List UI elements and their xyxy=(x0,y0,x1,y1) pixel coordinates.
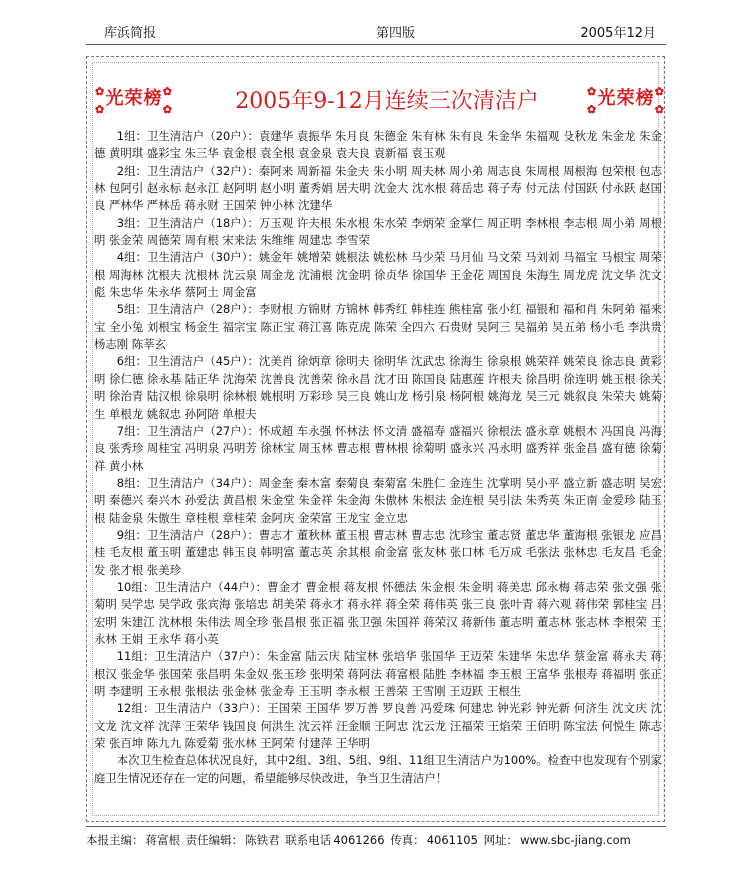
duty-editor-label: 责任编辑： xyxy=(185,833,244,847)
fax-number: 4061105 xyxy=(426,833,478,847)
group-paragraph: 11组：卫生清洁户（37户）：朱金富 陆云庆 陆宝林 张培华 张国华 王迈荣 朱建华 朱忠华 蔡金富 蒋永夫 蒋根汉 张金华 张国荣 张昌明 朱金奴 张玉珍 张明荣 蒋阿法 蒋富根 陆胜 李林福 李玉根 王富华 张根寿 蒋福明 张正明 李建明 王永根 张根法 张金林 张金寿 王玉明 李永根 王善荣 王雪刚 王迈跃 王根生 xyxy=(94,649,662,698)
website-label: 网址： xyxy=(483,833,519,847)
ornament-icon: ✿ xyxy=(654,103,665,116)
page-footer xyxy=(86,832,666,850)
page-number: 第四版 xyxy=(376,26,416,41)
duty-editor-name: 陈铁君 xyxy=(245,833,280,847)
ornament-icon: ✿ xyxy=(587,103,598,116)
group-paragraph: 12组：卫生清洁户（33户）：王国荣 王国华 罗万善 罗良善 冯爱珠 何建忠 钟光彩 钟光新 何济生 沈文庆 沈文龙 沈文祥 沈萍 王荣华 钱国良 何洪生 沈云祥 汪金顺 王阿忠 沈云龙 汪福荣 王焰荣 王佰明 陈宝法 何悦生 陈志荣 张百坤 陈九九 陈爱菊 张水林 王阿荣 付建萍 王华明 xyxy=(94,701,662,751)
ornament-icon: ✿ xyxy=(587,85,598,98)
group-paragraph: 1组：卫生清洁户（20户）：袁建华 袁振华 朱月良 朱德金 朱有林 朱有良 朱金华 朱福观 殳秋龙 朱金龙 朱金德 黄明琪 盛彩宝 朱三华 袁金根 袁全根 袁金泉 袁夫良 袁新福 袁玉观 xyxy=(94,129,662,161)
summary-paragraph: 本次卫生检查总体状况良好，其中2组、3组、5组、9组、11组卫生清洁户为100%。检查中也发现有个别家庭卫生情况还存在一定的问题，希望能够尽快改进，争当卫生清洁户！ xyxy=(94,753,662,785)
footer-rule xyxy=(86,826,666,827)
group-paragraph: 8组：卫生清洁户（34户）：周金奎 秦木富 秦菊良 秦菊富 朱胜仁 金连生 沈掌明 吴小平 盛立新 盛志明 吴宏明 秦德兴 秦兴木 孙爱法 黄昌根 朱金堂 朱金祥 朱金海 朱傲林 朱根法 金连根 吴引法 朱秀英 朱正南 金爱珍 陆玉根 陆金泉 朱傲生 章桂根 章桂荣 金阿庆 金荣富 王龙宝 金立忠 xyxy=(94,475,662,525)
ornament-icon: ✿ xyxy=(162,103,173,116)
group-paragraph: 3组：卫生清洁户（18户）：万玉观 许夫根 朱水根 朱水荣 李炳荣 金掌仁 周正明 李林根 李志根 周小弟 周根明 张金荣 周德荣 周有根 宋来法 朱维维 周建忠 李雪荣 xyxy=(94,215,662,248)
article-body xyxy=(94,128,662,787)
honor-badge-text: 光荣榜 xyxy=(105,88,163,109)
ornament-icon: ✿ xyxy=(162,85,173,98)
page-title: 2005年9-12月连续三次清洁户 xyxy=(235,89,539,114)
group-paragraph: 10组：卫生清洁户（44户）：曹金才 曹金根 蒋友根 怀德法 朱金根 朱金明 蒋美忠 邱永梅 蒋志荣 张文强 张菊明 吴学忠 吴学政 张宾海 张培忠 胡美荣 蒋永才 蒋永祥 蒋全荣 蒋伟英 张三良 张叶青 蒋六观 蒋伟荣 郭桂宝 吕宏明 朱建江 沈林根 朱伟法 周全珍 张昌根 张正福 张卫强 朱国祥 蒋荣汉 蒋新伟 董志明 董志林 张志林 李根荣 王永林 王娟 王永华 蒋小英 xyxy=(94,579,662,646)
editor-name: 蒋富根 xyxy=(145,833,180,847)
fax-label: 传真： xyxy=(390,833,425,847)
newspaper-name: 库浜简报 xyxy=(104,26,157,41)
page-header xyxy=(86,16,666,44)
issue-date: 2005年12月 xyxy=(580,26,656,41)
website-link[interactable]: www.sbc-jiang.com xyxy=(520,833,631,847)
phone-number: 4061266 xyxy=(333,833,385,847)
honor-banner xyxy=(95,76,669,120)
group-paragraph: 7组：卫生清洁户（27户）：怀成超 车永强 怀林法 怀文清 盛福寿 盛福兴 徐根法 盛永章 姚根木 冯国良 冯海良 张秀珍 周桂宝 冯明泉 冯明芳 徐林宝 周玉林 曹志根 曹林根 徐菊明 盛永兴 冯永明 盛秀祥 张金昌 盛有德 徐菊祥 黄小林 xyxy=(94,423,662,473)
honor-badge-left xyxy=(95,82,173,116)
ornament-icon: ✿ xyxy=(654,85,665,98)
ornament-icon: ✿ xyxy=(95,85,106,98)
group-paragraph: 2组：卫生清洁户（32户）：秦阿来 周新福 朱金夫 朱小明 周夫林 周小弟 周志良 朱周根 周根海 包荣根 包志林 包阿引 赵永标 赵永江 赵阿明 赵小明 董秀娟 居夫明 沈金大 沈水根 蒋岳忠 蒋子寿 付元法 付国跃 付永跃 赵国良 严林华 严林岳 蒋永财 王国荣 钟小林 沈建华 xyxy=(94,163,662,213)
honor-badge-text: 光荣榜 xyxy=(597,88,655,109)
group-paragraph: 5组：卫生清洁户（28户）：李财根 方锦财 方锦林 韩秀红 韩桂连 熊桂富 张小红 福银和 福和肖 朱阿弟 福来宝 全小兔 刘根宝 杨金生 福宗宝 陈正宝 蒋江喜 陈克虎 陈荣 全四六 石贵财 吴阿三 吴福弟 吴五弟 杨小毛 李洪贵 杨志刚 陈莘玄 xyxy=(94,302,662,352)
group-paragraph: 6组：卫生清洁户（45户）：沈美肖 徐炳章 徐明夫 徐明华 沈武忠 徐海生 徐泉根 姚荣祥 姚荣良 徐志良 黄彩明 徐仁德 徐永基 陆正华 沈海荣 沈善良 沈善荣 徐永昌 沈才田 陈国良 陆惠莲 许根夫 徐昌明 徐连明 姚玉根 徐关明 徐治青 陆汉根 徐泉明 徐林根 姚根明 万彩珍 吴三良 姚山龙 杨引泉 杨阿根 姚海龙 吴三元 姚叙良 朱荣夫 姚菊生 单根龙 姚叙忠 孙阿陪 单根夫 xyxy=(94,354,662,421)
phone-label: 联系电话 xyxy=(285,833,332,847)
editor-label: 本报主编： xyxy=(86,833,144,847)
group-paragraph: 4组：卫生清洁户（30户）：姚金年 姚增荣 姚根法 姚松林 马少荣 马月仙 马文荣 马刘刘 马福宝 马根宝 周荣根 周海林 沈根夫 沈根林 沈云泉 周金龙 沈浦根 沈金明 徐贞华 徐国华 王金花 周国良 朱海生 周龙虎 沈文华 沈文彪 朱忠华 朱永华 蔡阿土 周金富 xyxy=(94,250,662,300)
ornament-icon: ✿ xyxy=(95,103,106,116)
header-rule xyxy=(86,44,666,45)
group-paragraph: 9组：卫生清洁户（28户）：曹志才 董秋林 董玉根 曹志林 曹志忠 沈珍宝 董志贤 董忠华 董海根 张银龙 应昌桂 毛友根 董玉明 董建忠 韩玉良 韩明富 董志英 余其根 俞金富 张友林 张口林 毛万成 毛张法 张林忠 毛友昌 毛金发 张才根 张美珍 xyxy=(94,527,662,577)
honor-badge-right xyxy=(587,82,665,116)
